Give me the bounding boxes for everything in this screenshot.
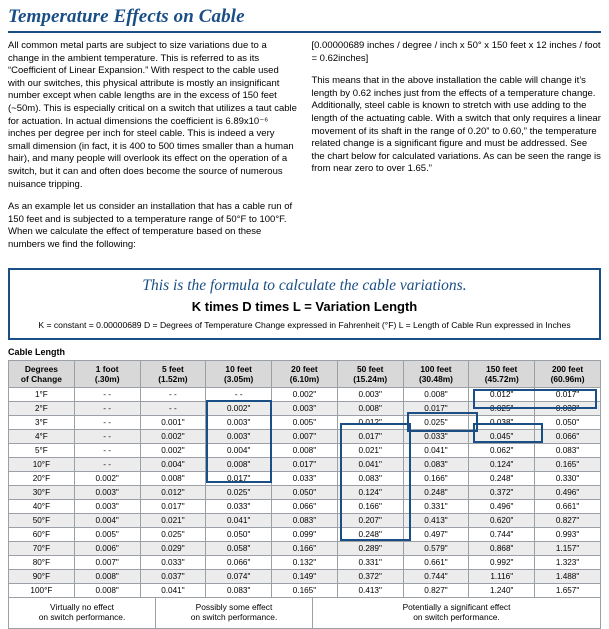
variation-cell: 0.331" xyxy=(337,555,403,569)
variation-table xyxy=(8,360,601,598)
variation-cell: 0.050" xyxy=(206,527,272,541)
table-head xyxy=(9,360,601,387)
variation-cell: 0.003" xyxy=(337,387,403,401)
variation-cell: 0.025" xyxy=(469,401,535,415)
variation-cell: 0.413" xyxy=(403,513,469,527)
variation-cell: 0.038" xyxy=(469,415,535,429)
variation-cell: 0.166" xyxy=(272,541,338,555)
variation-cell: 0.058" xyxy=(206,541,272,555)
variation-cell: 0.050" xyxy=(535,415,601,429)
variation-cell: 0.006" xyxy=(74,541,140,555)
variation-cell: 0.289" xyxy=(337,541,403,555)
degrees-cell: 100°F xyxy=(9,583,75,597)
variation-cell: 0.041" xyxy=(206,513,272,527)
degrees-cell: 90°F xyxy=(9,569,75,583)
degrees-cell: 70°F xyxy=(9,541,75,555)
column-header-2: 5 feet (1.52m) xyxy=(140,360,206,387)
variation-cell: - - xyxy=(206,387,272,401)
variation-cell: 0.248" xyxy=(403,485,469,499)
variation-cell: 0.021" xyxy=(140,513,206,527)
variation-cell: 0.029" xyxy=(140,541,206,555)
paragraph: This means that in the above installation the cable will change it’s length by 0.62 inches just from the effects of a temperature change. Additionally, steel cable is known to stretch with use adding to the length of the actuating cable. With a switch that only requires a linear movement of its shaft in the range of 0.20” to 0.60,” the temperature related change is a significant figure and must be addressed. See the chart below for calculated variations. As can be seen the range is from near zero to over 1.65.” xyxy=(311,75,601,175)
variation-cell: 0.005" xyxy=(74,527,140,541)
column-header-8: 200 feet (60.96m) xyxy=(535,360,601,387)
variation-cell: 1.116" xyxy=(469,569,535,583)
variation-cell: 0.496" xyxy=(469,499,535,513)
variation-cell: 0.025" xyxy=(403,415,469,429)
table-row xyxy=(9,443,601,457)
variation-cell: 0.124" xyxy=(337,485,403,499)
column-header-1: 1 foot (.30m) xyxy=(74,360,140,387)
variation-cell: 0.330" xyxy=(535,471,601,485)
variation-cell: 0.066" xyxy=(272,499,338,513)
variation-cell: 1.657" xyxy=(535,583,601,597)
variation-cell: 0.002" xyxy=(206,401,272,415)
variation-cell: 0.496" xyxy=(535,485,601,499)
variation-cell: 0.017" xyxy=(206,471,272,485)
variation-cell: 0.372" xyxy=(337,569,403,583)
variation-cell: 0.827" xyxy=(403,583,469,597)
degrees-cell: 3°F xyxy=(9,415,75,429)
variation-cell: 0.066" xyxy=(535,429,601,443)
variation-cell: - - xyxy=(74,457,140,471)
variation-cell: 0.993" xyxy=(535,527,601,541)
degrees-cell: 1°F xyxy=(9,387,75,401)
intro-columns xyxy=(0,33,609,262)
column-header-6: 100 feet (30.48m) xyxy=(403,360,469,387)
formula-equation: K times D times L = Variation Length xyxy=(191,298,418,314)
variation-cell: 0.372" xyxy=(469,485,535,499)
table-header-row xyxy=(9,360,601,387)
note-no-effect: Virtually no effect on switch performance. xyxy=(9,598,156,629)
table-row xyxy=(9,471,601,485)
variation-cell: 0.041" xyxy=(337,457,403,471)
variation-cell: 0.012" xyxy=(140,485,206,499)
variation-cell: 0.744" xyxy=(469,527,535,541)
variation-cell: 0.033" xyxy=(403,429,469,443)
table-row xyxy=(9,541,601,555)
variation-cell: 0.033" xyxy=(272,471,338,485)
variation-cell: 0.074" xyxy=(206,569,272,583)
variation-cell: - - xyxy=(74,401,140,415)
variation-cell: 0.248" xyxy=(469,471,535,485)
variation-cell: - - xyxy=(74,387,140,401)
variation-cell: 0.331" xyxy=(403,499,469,513)
table-caption: Cable Length xyxy=(8,346,66,357)
paragraph: All common metal parts are subject to size variations due to a change in the ambient temperature. This is referred to as its “Coefficient of Linear Expansion.” With respect to the cable used with our switches, this physical attribute is mostly an insignificant number except when cable lengths are in the excess of 150 feet (~50m). This is especially critical on a switch that utilizes a taut cable for actuation. In actual dimensions the coefficient is 6.89x10⁻⁶ inches per degree per inch for steel cable. This is indeed a very small dimension (in fact, it is 400 to 500 times smaller than a human hair), and many people will overlook its effect on the operation of a switch, but it can and often does become the source of numerous nuisance tripping. xyxy=(8,40,297,190)
variation-cell: 0.620" xyxy=(469,513,535,527)
variation-cell: 0.062" xyxy=(469,443,535,457)
paragraph: As an example let us consider an installation that has a cable run of 150 feet and is subjected to a temperature range of 50°F to 100°F. When we calculate the effect of temperature based on these numbers we find the following: xyxy=(8,201,293,250)
note-significant-effect: Potentially a significant effect on switch performance. xyxy=(313,598,601,629)
variation-cell: 0.008" xyxy=(403,387,469,401)
table-row xyxy=(9,499,601,513)
column-header-5: 50 feet (15.24m) xyxy=(337,360,403,387)
variation-cell: 0.413" xyxy=(337,583,403,597)
variation-cell: 0.017" xyxy=(272,457,338,471)
degrees-cell: 2°F xyxy=(9,401,75,415)
formula-box xyxy=(8,268,601,340)
variation-cell: 0.002" xyxy=(272,387,338,401)
variation-cell: 0.083" xyxy=(337,471,403,485)
variation-cell: - - xyxy=(140,387,206,401)
variation-cell: 0.124" xyxy=(469,457,535,471)
variation-cell: 0.992" xyxy=(469,555,535,569)
degrees-cell: 40°F xyxy=(9,499,75,513)
variation-cell: 0.045" xyxy=(469,429,535,443)
variation-cell: 0.132" xyxy=(272,555,338,569)
degrees-cell: 10°F xyxy=(9,457,75,471)
variation-cell: 1.157" xyxy=(535,541,601,555)
variation-cell: 0.008" xyxy=(74,583,140,597)
variation-cell: 0.003" xyxy=(74,499,140,513)
variation-cell: 0.083" xyxy=(206,583,272,597)
variation-cell: 1.240" xyxy=(469,583,535,597)
variation-cell: 0.017" xyxy=(337,429,403,443)
variation-cell: 0.165" xyxy=(535,457,601,471)
table-body xyxy=(9,387,601,597)
paragraph: [0.00000689 inches / degree / inch x 50° x 150 feet x 12 inches / foot = 0.62inches] xyxy=(311,40,601,64)
variation-cell: 0.579" xyxy=(403,541,469,555)
variation-cell: 0.017" xyxy=(403,401,469,415)
variation-cell: 1.488" xyxy=(535,569,601,583)
variation-cell: 0.004" xyxy=(140,457,206,471)
variation-cell: 0.003" xyxy=(74,485,140,499)
variation-cell: 0.004" xyxy=(74,513,140,527)
variation-cell: 0.002" xyxy=(140,429,206,443)
variation-cell: 0.868" xyxy=(469,541,535,555)
variation-cell: - - xyxy=(74,443,140,457)
variation-cell: 0.099" xyxy=(272,527,338,541)
table-row xyxy=(9,387,601,401)
variation-cell: 0.007" xyxy=(272,429,338,443)
variation-cell: 0.661" xyxy=(535,499,601,513)
variation-cell: - - xyxy=(74,429,140,443)
variation-cell: 0.008" xyxy=(272,443,338,457)
variation-cell: 0.002" xyxy=(74,471,140,485)
variation-cell: 0.004" xyxy=(206,443,272,457)
variation-cell: 0.165" xyxy=(272,583,338,597)
left-column xyxy=(8,40,298,262)
variation-cell: 0.661" xyxy=(403,555,469,569)
variation-cell: 0.008" xyxy=(337,401,403,415)
variation-cell: 0.083" xyxy=(272,513,338,527)
page-title: Temperature Effects on Cable xyxy=(8,6,245,27)
variation-cell: 0.003" xyxy=(206,415,272,429)
variation-cell: 0.041" xyxy=(140,583,206,597)
table-row xyxy=(9,415,601,429)
table-row xyxy=(9,527,601,541)
notes-table xyxy=(8,598,601,629)
variation-cell: 0.008" xyxy=(74,569,140,583)
column-header-0: Degrees of Change xyxy=(9,360,75,387)
table-row xyxy=(9,569,601,583)
variation-cell: 0.066" xyxy=(206,555,272,569)
column-header-4: 20 feet (6.10m) xyxy=(272,360,338,387)
column-header-3: 10 feet (3.05m) xyxy=(206,360,272,387)
table-row xyxy=(9,401,601,415)
formula-heading: This is the formula to calculate the cable variations. xyxy=(142,276,467,294)
variation-cell: 0.037" xyxy=(140,569,206,583)
table-row xyxy=(9,429,601,443)
variation-cell: - - xyxy=(74,415,140,429)
table-row xyxy=(9,485,601,499)
degrees-cell: 30°F xyxy=(9,485,75,499)
variation-cell: 0.744" xyxy=(403,569,469,583)
variation-cell: 0.001" xyxy=(140,415,206,429)
variation-cell: 0.021" xyxy=(337,443,403,457)
variation-cell: 0.003" xyxy=(206,429,272,443)
degrees-cell: 80°F xyxy=(9,555,75,569)
degrees-cell: 20°F xyxy=(9,471,75,485)
variation-cell: 0.083" xyxy=(535,443,601,457)
degrees-cell: 60°F xyxy=(9,527,75,541)
variation-cell: 1.323" xyxy=(535,555,601,569)
variation-cell: 0.012" xyxy=(469,387,535,401)
degrees-cell: 50°F xyxy=(9,513,75,527)
column-header-7: 150 feet (45.72m) xyxy=(469,360,535,387)
degrees-cell: 4°F xyxy=(9,429,75,443)
variation-cell: 0.166" xyxy=(403,471,469,485)
variation-cell: 0.007" xyxy=(74,555,140,569)
degrees-cell: 5°F xyxy=(9,443,75,457)
variation-cell: 0.008" xyxy=(140,471,206,485)
variation-cell: 0.207" xyxy=(337,513,403,527)
variation-cell: - - xyxy=(140,401,206,415)
variation-cell: 0.248" xyxy=(337,527,403,541)
variation-cell: 0.149" xyxy=(272,569,338,583)
variation-cell: 0.005" xyxy=(272,415,338,429)
variation-cell: 0.033" xyxy=(206,499,272,513)
variation-cell: 0.166" xyxy=(337,499,403,513)
variation-cell: 0.827" xyxy=(535,513,601,527)
variation-cell: 0.017" xyxy=(535,387,601,401)
variation-cell: 0.033" xyxy=(535,401,601,415)
note-some-effect: Possibly some effect on switch performance. xyxy=(156,598,313,629)
variation-cell: 0.017" xyxy=(140,499,206,513)
variation-cell: 0.025" xyxy=(206,485,272,499)
table-row xyxy=(9,583,601,597)
variation-cell: 0.025" xyxy=(140,527,206,541)
variation-cell: 0.083" xyxy=(403,457,469,471)
variation-cell: 0.012" xyxy=(337,415,403,429)
formula-legend: K = constant = 0.00000689 D = Degrees of Temperature Change expressed in Fahrenheit (°F) L = Length of Cable Run expressed in Inches xyxy=(38,319,571,330)
variation-cell: 0.041" xyxy=(403,443,469,457)
variation-cell: 0.002" xyxy=(140,443,206,457)
right-column xyxy=(312,40,602,262)
variation-cell: 0.033" xyxy=(140,555,206,569)
notes-row xyxy=(9,598,601,629)
table-row xyxy=(9,513,601,527)
variation-cell: 0.003" xyxy=(272,401,338,415)
variation-cell: 0.497" xyxy=(403,527,469,541)
table-row xyxy=(9,457,601,471)
variation-cell: 0.008" xyxy=(206,457,272,471)
variation-cell: 0.050" xyxy=(272,485,338,499)
table-row xyxy=(9,555,601,569)
